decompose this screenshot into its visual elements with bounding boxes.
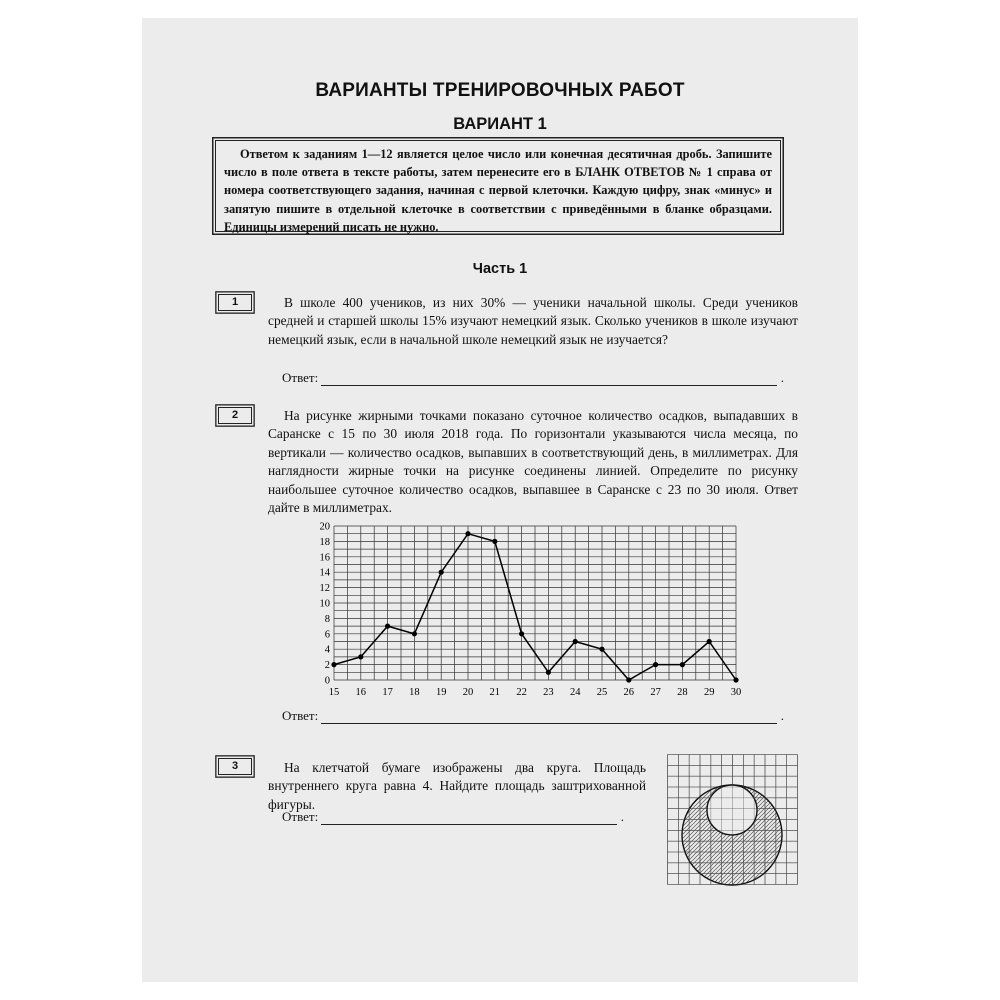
task-1-text: В школе 400 учеников, из них 30% — ученики начальной школы. Среди учеников средней и старшей школы 15% изучают немецкий язык. Сколько учеников в школе изучают немецкий язык, если в начальной школе немецкий язык не изучается? (268, 295, 798, 347)
answer-dot: . (620, 809, 624, 824)
y-tick-label: 10 (319, 598, 330, 610)
variant-title: ВАРИАНТ 1 (453, 115, 547, 133)
circles-figure (667, 754, 799, 886)
x-tick-label: 22 (516, 687, 527, 698)
x-tick-label: 24 (569, 687, 581, 698)
y-tick-label: 20 (319, 521, 330, 533)
answer-dot: . (780, 370, 784, 385)
data-point (358, 654, 363, 659)
task-number-2: 2 (218, 407, 252, 424)
part-title: Часть 1 (472, 261, 528, 277)
task-3-text: На клетчатой бумаге изображены два круга. Площадь внутреннего круга равна 4. Найдите площадь заштрихованной фигуры. (268, 760, 646, 812)
y-tick-label: 8 (324, 613, 330, 625)
data-point (733, 677, 738, 682)
data-point (653, 662, 658, 667)
x-tick-label: 28 (677, 687, 688, 698)
page-sheet (142, 18, 858, 982)
task-number-3: 3 (218, 758, 252, 775)
data-point (439, 570, 444, 575)
task-3-answer-field[interactable] (321, 812, 617, 825)
task-number-1: 1 (218, 294, 252, 311)
data-point (626, 677, 631, 682)
x-tick-label: 18 (409, 687, 420, 698)
x-tick-label: 16 (355, 687, 367, 698)
task-1-answer (282, 370, 784, 386)
y-tick-label: 4 (324, 644, 330, 656)
x-tick-label: 20 (462, 687, 474, 698)
data-point (331, 662, 336, 667)
x-tick-label: 15 (328, 687, 340, 698)
x-tick-label: 21 (489, 687, 501, 698)
x-tick-label: 30 (730, 687, 742, 698)
data-point (385, 624, 390, 629)
inner-circle (707, 785, 757, 835)
y-tick-label: 6 (324, 629, 330, 641)
x-tick-label: 23 (543, 687, 554, 698)
y-tick-label: 0 (324, 675, 330, 687)
y-tick-label: 16 (319, 552, 330, 564)
data-point (412, 631, 417, 636)
task-3-answer (282, 809, 624, 825)
x-tick-label: 17 (382, 687, 393, 698)
x-tick-label: 27 (650, 687, 661, 698)
task-2-answer-field[interactable] (321, 711, 777, 724)
task-2-answer (282, 708, 784, 724)
data-point (519, 631, 524, 636)
data-point (492, 539, 497, 544)
instructions-box: Ответом к заданиям 1—12 является целое число или конечная десятичная дробь. Запишите число в поле ответа в тексте работы, затем перенесите его в БЛАНК ОТВЕТОВ № 1 справа от номера соответствующего задания, начиная с первой клеточки. Каждую цифру, знак «минус» и запятую пишите в отдельной клеточке в соответствии с приведёнными в бланке образцами. Единицы измерений писать не нужно. (215, 140, 781, 232)
data-point (465, 531, 470, 536)
x-tick-label: 26 (623, 687, 635, 698)
answer-label: Ответ: (282, 370, 319, 385)
answer-label: Ответ: (282, 708, 319, 723)
data-point (546, 670, 551, 675)
data-point (707, 639, 712, 644)
data-point (680, 662, 685, 667)
answer-label: Ответ: (282, 809, 319, 824)
x-tick-label: 19 (435, 687, 447, 698)
y-tick-label: 14 (319, 567, 330, 579)
y-tick-label: 18 (319, 536, 330, 548)
data-point (599, 647, 604, 652)
x-tick-label: 25 (596, 687, 608, 698)
y-tick-label: 12 (319, 583, 330, 595)
answer-dot: . (780, 708, 784, 723)
task-1-answer-field[interactable] (321, 373, 777, 386)
task-2-text: На рисунке жирными точками показано суточное количество осадков, выпадавших в Саранске с 15 по 30 июля 2018 года. По горизонтали указываются числа месяца, по вертикали — количество осадков, выпавших в соответствующий день, в миллиметрах. Для наглядности жирные точки на рисунке соединены линией. Определите по рисунку наибольшее суточное количество осадков, выпавшее в Саранске с 23 по 30 июля. Ответ дайте в миллиметрах. (268, 408, 798, 516)
precipitation-chart (302, 518, 762, 708)
page-title: ВАРИАНТЫ ТРЕНИРОВОЧНЫХ РАБОТ (315, 80, 685, 101)
x-tick-label: 29 (703, 687, 715, 698)
data-point (573, 639, 578, 644)
y-tick-label: 2 (324, 660, 330, 672)
